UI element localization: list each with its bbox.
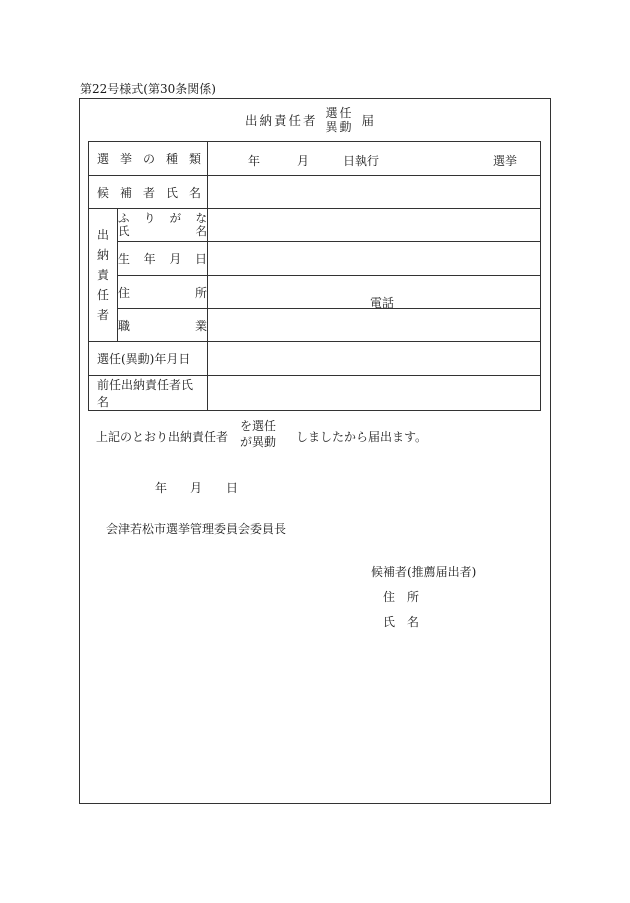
row-previous-treasurer	[89, 376, 541, 411]
label-char: 職	[118, 318, 131, 333]
election-month-label: 月	[297, 154, 310, 168]
label-char: 日	[194, 252, 207, 266]
label-char: 氏	[118, 224, 130, 238]
label-char: 者	[143, 185, 156, 200]
address-label	[118, 284, 207, 301]
election-held-label: 日執行	[343, 154, 380, 168]
row-election-type	[89, 142, 541, 176]
appointment-date-label-cell	[89, 342, 208, 376]
name-label	[118, 225, 207, 238]
side-label-char: 者	[96, 308, 109, 322]
title-main: 出納責任者	[245, 113, 318, 128]
label-char: 補	[120, 185, 133, 200]
candidate-name-label-cell	[89, 176, 208, 209]
title-option-appointment: 選任	[325, 106, 354, 120]
submitter-address-label: 住 所	[383, 590, 420, 604]
label-char: 年	[143, 252, 156, 266]
submitter-label: 候補者(推薦届出者)	[371, 565, 477, 579]
candidate-name-field[interactable]	[208, 176, 541, 209]
treasurer-side-label	[89, 225, 117, 325]
label-char: 挙	[120, 152, 133, 166]
side-label-char: 任	[96, 288, 109, 302]
title-suffix: 届	[361, 113, 377, 128]
label-char: 名	[195, 224, 208, 238]
date-day-label: 日	[226, 481, 239, 495]
election-type-label-cell	[89, 142, 208, 176]
label-char: 選	[97, 152, 110, 166]
addressee: 会津若松市選挙管理委員会委員長	[106, 522, 287, 536]
row-candidate-name	[89, 176, 541, 209]
label-char: 種	[166, 152, 179, 166]
candidate-name-label	[97, 184, 201, 201]
row-birthdate	[89, 242, 541, 276]
birthdate-label	[118, 250, 207, 267]
side-label-char: 納	[96, 248, 109, 262]
label-char: 名	[189, 185, 202, 200]
row-appointment-date	[89, 342, 541, 376]
label-char: 類	[189, 152, 202, 166]
birthdate-field[interactable]	[208, 242, 541, 276]
statement-suffix: しましたから届出ます。	[296, 430, 428, 444]
label-char: 候	[97, 185, 110, 200]
row-treasurer-name	[89, 209, 541, 242]
side-label-char: 責	[96, 268, 109, 282]
label-char: 生	[118, 252, 131, 266]
date-year-label: 年	[155, 481, 168, 495]
label-char: の	[143, 152, 156, 166]
label-char: ふ	[118, 211, 130, 225]
statement-options	[240, 418, 276, 450]
election-suffix-label: 選挙	[493, 154, 518, 168]
election-type-label	[97, 150, 201, 167]
label-char: り	[143, 211, 156, 225]
label-char: 業	[195, 318, 208, 333]
occupation-field[interactable]	[208, 309, 541, 342]
statement-option-change: が異動	[240, 435, 277, 449]
date-month-label: 月	[190, 481, 203, 495]
treasurer-name-label-cell	[118, 209, 208, 242]
label-char: 氏	[166, 185, 179, 200]
treasurer-side-label-cell	[89, 209, 118, 342]
submitter-name-label: 氏 名	[383, 615, 420, 629]
address-label-cell	[118, 276, 208, 309]
election-type-field[interactable]	[208, 142, 541, 176]
application-table	[88, 141, 541, 411]
row-occupation	[89, 309, 541, 342]
form-number: 第22号様式(第30条関係)	[80, 82, 216, 96]
label-char: 月	[169, 252, 182, 266]
statement-option-appointment: を選任	[240, 419, 277, 433]
side-label-char: 出	[96, 228, 109, 242]
form-title	[245, 103, 376, 137]
statement-prefix: 上記のとおり出納責任者	[96, 430, 229, 444]
furigana-label	[118, 212, 207, 225]
title-option-change: 異動	[325, 120, 354, 134]
appointment-date-label: 選任(異動)年月日	[97, 352, 191, 366]
label-char: 所	[195, 285, 208, 300]
election-year-label: 年	[248, 154, 261, 168]
previous-treasurer-label-cell	[89, 376, 208, 411]
birthdate-label-cell	[118, 242, 208, 276]
title-options	[326, 106, 354, 134]
previous-treasurer-label: 前任出納責任者氏名	[97, 378, 194, 409]
occupation-label-cell	[118, 309, 208, 342]
occupation-label	[118, 317, 207, 334]
phone-label: 電話	[370, 296, 395, 310]
appointment-date-field[interactable]	[208, 342, 541, 376]
address-field[interactable]	[208, 276, 541, 309]
row-address	[89, 276, 541, 309]
treasurer-name-label	[118, 212, 207, 238]
label-char: 住	[118, 285, 131, 300]
previous-treasurer-field[interactable]	[208, 376, 541, 411]
label-char: が	[169, 211, 182, 225]
treasurer-name-field[interactable]	[208, 209, 541, 242]
label-char: な	[195, 211, 207, 225]
